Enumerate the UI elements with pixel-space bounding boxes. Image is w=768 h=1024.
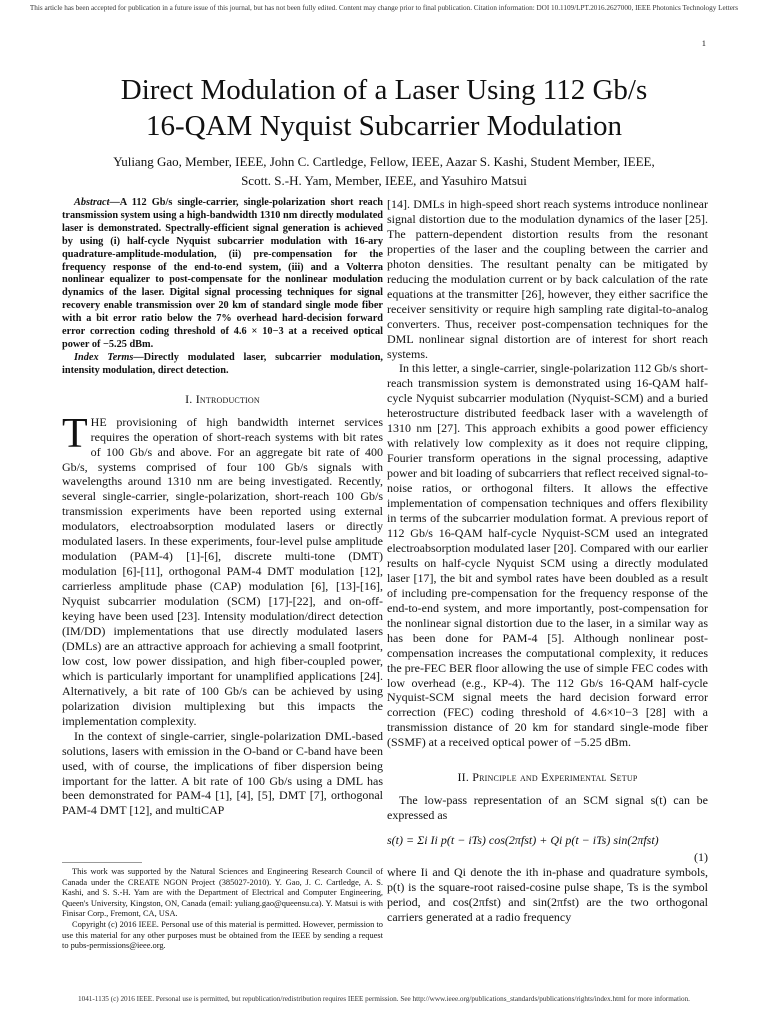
title-line-2: 16-QAM Nyquist Subcarrier Modulation bbox=[145, 110, 623, 142]
intro-paragraph-1 bbox=[62, 410, 383, 729]
index-terms-text: —Directly modulated laser, subcarrier modulation, intensity modulation, direct detection. bbox=[62, 351, 383, 376]
abstract bbox=[62, 197, 383, 352]
footnote-copyright: Copyright (c) 2016 IEEE. Personal use of this material is permitted. However, permission to use this material for any other purposes must be obtained from the IEEE by sending a request to pubs-permissions@ieee.org. bbox=[62, 919, 383, 951]
section-heading-introduction: I. Introduction bbox=[185, 391, 260, 406]
intro-paragraph-1-text: HE provisioning of high bandwidth internet services requires the operation of short-reach systems with bit rates of 100 Gb/s and above. For an aggregate bit rate of 400 Gb/s, systems comprised of four 100 Gb/s signals with wavelengths around 1310 nm are being investigated. Recently, several single-carrier, single-polarization, short-reach 100 Gb/s transmission experiments have been reported using external modulators, electroabsorption modulated lasers or directly modulated lasers. In these experiments, four-level pulse amplitude modulation (PAM-4) [1]-[6], discrete multi-tone (DMT) modulation [6]-[11], orthogonal PAM-4 DMT modulation [12], carrierless amplitude phase (CAP) modulation [6], [13]-[16], Nyquist subcarrier modulation (SCM) [17]-[22], and on-off-keying have been used [23]. Intensity modulation/direct detection (IM/DD) implementations that use directly modulated lasers (DMLs) are an attractive approach for achieving a small footprint, low cost, low power dissipation, and high fiber-coupled power, which is particularly important for unamplified applications [24]. Alternatively, a bit rate of 100 Gb/s can be achieved by using polarization division multiplexing but this impacts the implementation complexity. bbox=[62, 414, 383, 728]
header-notice: This article has been accepted for publication in a future issue of this journal, but has not been fully edited. Content may change prior to final publication. Citation information: DOI 10.1109/LPT.2016.2627000, IEEE Photonics Technology Letters bbox=[29, 4, 739, 12]
right-paragraph-3: The low-pass representation of an SCM signal s(t) can be expressed as bbox=[387, 793, 708, 823]
paper-title bbox=[40, 72, 728, 144]
author-list bbox=[40, 152, 728, 190]
right-paragraph-1: [14]. DMLs in high-speed short reach systems introduce nonlinear signal distortion due to the modulation dynamics of the laser [25]. The pattern-dependent distortion results from the resonant properties of the laser and the coupling between the carrier and photon densities. The resultant penalty can be mitigated by reducing the modulation current or by back calculation of the rate equations at the transmitter [26], however, they either sacrifice the receiver sensitivity or require high sampling rate digital-to-analog converters. Thus, receiver post-compensation techniques for the DML nonlinear signal distortion are of interest for short reach systems. bbox=[387, 197, 708, 361]
abstract-lead: Abstract bbox=[74, 197, 110, 208]
title-line-1: Direct Modulation of a Laser Using 112 Gb/s bbox=[120, 74, 648, 106]
equation-1-text: s(t) = Σi Ii p(t − iTs) cos(2πfst) + Qi p(t − iTs) sin(2πfst) bbox=[387, 833, 659, 848]
intro-paragraph-2: In the context of single-carrier, single-polarization DML-based solutions, lasers with emission in the O-band or C-band have been used, with of course, the implications of fiber dispersion being important for the latter. A bit rate of 100 Gb/s using a DML has been demonstrated for PAM-4 [1], [4], [5], DMT [7], orthogonal PAM-4 DMT [12], and multiCAP bbox=[62, 728, 383, 818]
right-paragraph-2: In this letter, a single-carrier, single-polarization 112 Gb/s short-reach transmission system is demonstrated using 16-QAM half-cycle Nyquist subcarrier modulation (Nyquist-SCM) and a buried heterostructure distributed feedback laser with a wavelength of 1310 nm [27]. This approach exhibits a good power efficiency with relatively low complexity as it does not require clipping, Fourier transform operations in the signal processing, adaptive power and bit loading of subcarriers that reflect received signal-to-noise ratios, or orthogonal filters. It allows the effective implementation of compensation techniques and offers flexibility in terms of the subcarrier modulation format. A previous report of 112 Gb/s 16-QAM half-cycle Nyquist-SCM used an integrated electroabsorption modulated laser [20]. Compared with our earlier results on half-cycle Nyquist SCM using a directly modulated laser [17], the bit and symbol rates have been doubled as a result of including pre-compensation for the frequency response of the end-to-end system, and more importantly, post-compensation for the nonlinear signal distortion due to the laser, in a similar way as has been done for PAM-4 [5]. Although nonlinear post-compensation increases the computational complexity, it reduces the pre-FEC BER floor allowing the use of simple FEC codes with low overhead (e.g., KP-4). The 112 Gb/s 16-QAM half-cycle Nyquist-SCM signal meets the hard decision forward error correction (FEC) coding threshold of 4.6×10−3 [28] with a transmission distance of 20 km for standard single-mode fiber (SSMF) at a received optical power of −5.25 dBm. bbox=[387, 361, 708, 750]
right-column bbox=[387, 197, 708, 925]
equation-1-number: (1) bbox=[694, 850, 708, 865]
equation-1 bbox=[387, 833, 708, 848]
authors-line-2: Scott. S.-H. Yam, Member, IEEE, and Yasuhiro Matsui bbox=[241, 173, 527, 188]
right-paragraph-4: where Ii and Qi denote the ith in-phase and quadrature symbols, p(t) is the square-root raised-cosine pulse shape, Ts is the symbol period, and cos(2πfst) and sin(2πfst) are the two orthogonal carriers generated at a radio frequency bbox=[387, 865, 708, 924]
drop-cap: T bbox=[62, 410, 88, 457]
footnote bbox=[62, 862, 383, 952]
section-heading-principle: II. Principle and Experimental Setup bbox=[457, 770, 638, 785]
left-column bbox=[62, 197, 383, 818]
page-number: 1 bbox=[701, 38, 706, 48]
footnote-funding: This work was supported by the Natural Sciences and Engineering Research Council of Canada under the CREATE NGON Project (385027-2010). Y. Gao, J. C. Cartledge, A. S. Kashi, and S. S.-H. Yam are with the Department of Electrical and Computer Engineering, Queen's University, Kingston, ON, Canada (email: yuliang.gao@queensu.ca). Y. Matsui is with Finisar Corp., Fremont, CA, USA. bbox=[62, 867, 383, 919]
index-terms-lead: Index Terms bbox=[74, 351, 134, 363]
authors-line-1: Yuliang Gao, Member, IEEE, John C. Cartledge, Fellow, IEEE, Aazar S. Kashi, Student Member, IEEE, bbox=[113, 154, 655, 169]
footer-notice: 1041-1135 (c) 2016 IEEE. Personal use is permitted, but republication/redistribution requires IEEE permission. See http://www.ieee.org/publications_standards/publications/rights/index.html for more information. bbox=[78, 995, 690, 1003]
footnote-rule bbox=[62, 862, 142, 863]
index-terms bbox=[62, 352, 383, 378]
abstract-text: —A 112 Gb/s single-carrier, single-polarization short reach transmission system using a high-bandwidth 1310 nm directly modulated laser is demonstrated. Spectrally-efficient signal generation is achieved by using (i) half-cycle Nyquist subcarrier modulation with 16-ary quadrature-amplitude-modulation, (ii) pre-compensation for the frequency response of the end-to-end system, (iii) and a Volterra nonlinear equalizer to post-compensate for the nonlinear modulation dynamics of the laser. Digital signal processing techniques for signal recovery enable transmission over 20 km of standard single mode fiber with a bit error ratio below the 7% overhead hard-decision forward error correction coding threshold of 4.6 × 10−3 at a received optical power of −5.25 dBm. bbox=[62, 197, 383, 350]
